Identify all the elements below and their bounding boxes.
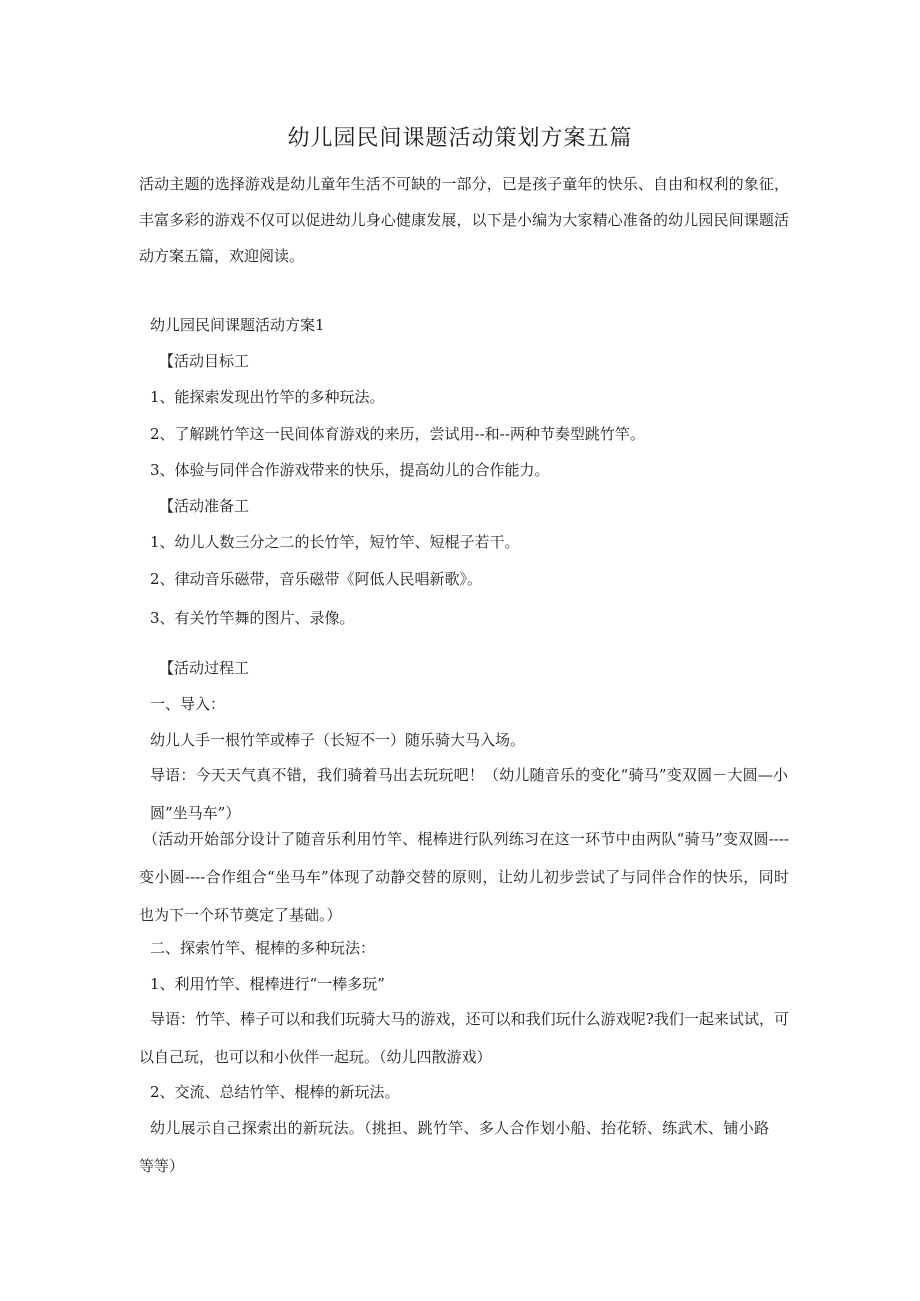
section-heading: 二、探索竹竿、棍棒的多种玩法： bbox=[150, 939, 376, 957]
body-text: 幼儿人手一根竹竿或棒子（长短不一）随乐骑大马入场。 bbox=[150, 731, 526, 749]
goal-item: 3、体验与同伴合作游戏带来的快乐，提高幼儿的合作能力。 bbox=[150, 461, 550, 479]
prep-item: 3、有关竹竿舞的图片、录像。 bbox=[150, 609, 355, 627]
document-title: 幼儿园民间课题活动策划方案五篇 bbox=[287, 126, 633, 151]
goal-item: 1、能探索发现出竹竿的多种玩法。 bbox=[150, 388, 385, 406]
body-text: 1、利用竹竿、棍棒进行“一棒多玩” bbox=[150, 975, 385, 993]
goals-heading: 【活动目标工 bbox=[159, 352, 250, 370]
prep-item: 1、幼儿人数三分之二的长竹竿，短竹竿、短棍子若干。 bbox=[150, 533, 520, 551]
goal-item: 2、了解跳竹竿这一民间体育游戏的来历，尝试用--和--两种节奏型跳竹竿。 bbox=[150, 425, 645, 443]
prep-item: 2、律动音乐磁带，音乐磁带《阿低人民唱新歌》。 bbox=[150, 570, 483, 588]
plan1-heading: 幼儿园民间课题活动方案1 bbox=[150, 316, 325, 334]
intro-paragraph: 活动主题的选择游戏是幼儿童年生活不可缺的一部分，已是孩子童年的快乐、自由和权利的象征，丰富多彩的游戏不仅可以促进幼儿身心健康发展，以下是小编为大家精心准备的幼儿园民间课题活动方案五篇，欢迎阅读。 bbox=[139, 175, 789, 265]
prep-heading: 【活动准备工 bbox=[159, 497, 250, 515]
process-heading: 【活动过程工 bbox=[159, 659, 250, 677]
body-paragraph: 导语：竹竿、棒子可以和我们玩骑大马的游戏，还可以和我们玩什么游戏呢?我们一起来试试，可以自己玩，也可以和小伙伴一起玩。（幼儿四散游戏） bbox=[139, 1010, 789, 1066]
body-paragraph: 幼儿展示自己探索出的新玩法。（挑担、跳竹竿、多人合作划小船、抬花轿、练武术、铺小路等等） bbox=[139, 1119, 769, 1175]
body-paragraph: （活动开始部分设计了随音乐利用竹竿、棍棒进行队列练习在这一环节中由两队“骑马”变双圆----变小圆----合作组合“坐马车”体现了动静交替的原则，让幼儿初步尝试了与同伴合作的快乐，同时也为下一个环节奠定了基础。） bbox=[139, 830, 789, 924]
body-paragraph: 导语：今天天气真不错，我们骑着马出去玩玩吧！（幼儿随音乐的变化“骑马”变双圆－大圆—小圆”坐马车”） bbox=[150, 766, 788, 822]
section-heading: 一、导入： bbox=[150, 695, 226, 713]
body-text: 2、交流、总结竹竿、棍棒的新玩法。 bbox=[150, 1083, 400, 1101]
